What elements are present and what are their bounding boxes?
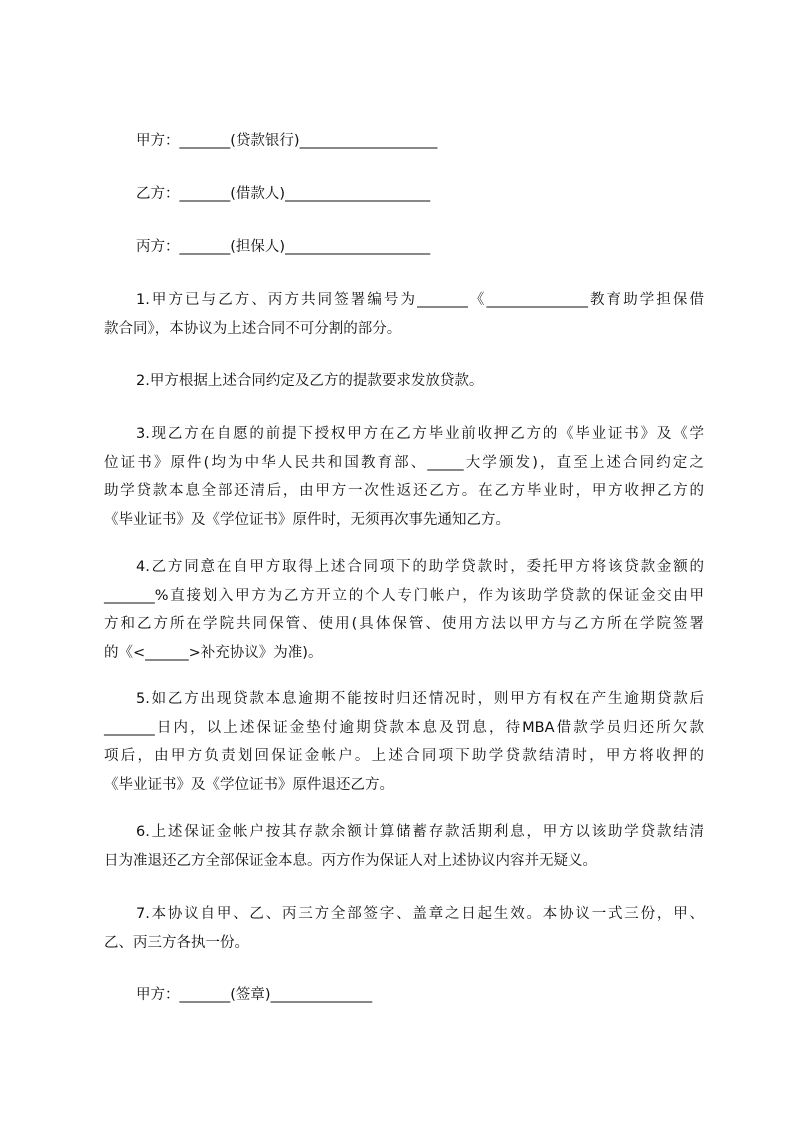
clause-5-line-1: 5.如乙方出现贷款本息逾期不能按时归还情况时，则甲方有权在产生逾期贷款后 [136,691,704,707]
clause-3-line-2: 位证书》原件(均为中华人民共和国教育部、_____大学颁发)，直至上述合同约定之 [104,454,704,471]
clause-2-line-1: 2.甲方根据上述合同约定及乙方的提款要求发放贷款。 [136,373,484,389]
clause-4-line-3: 方和乙方所在学院共同保管、使用(具体保管、使用方法以甲方与乙方所在学院签署 [104,616,704,632]
clause-3-line-3: 助学贷款本息全部还清后，由甲方一次性返还乙方。在乙方毕业时，甲方收押乙方的 [104,483,704,499]
clause-1-line-1: 1.甲方已与乙方、丙方共同签署编号为_______《______________教育助学担保借 [136,292,704,308]
clause-4-line-4: 的《<______>补充协议》为准)。 [104,644,323,661]
clause-3-line-1: 3.现乙方在自愿的前提下授权甲方在乙方毕业前收押乙方的《毕业证书》及《学 [136,426,704,442]
clause-4-line-2: _______%直接划入甲方为乙方开立的个人专门帐户，作为该助学贷款的保证金交由甲 [104,587,704,604]
clause-1 [104,286,704,343]
clause-1-line-2: 款合同》，本协议为上述合同不可分割的部分。 [104,320,402,337]
party-c-line: 丙方：_______(担保人)____________________ [136,239,431,255]
clause-5-line-4: 《毕业证书》及《学位证书》原件退还乙方。 [104,776,394,793]
clause-5 [104,685,704,799]
clause-3 [104,420,704,534]
clause-6-line-1: 6.上述保证金帐户按其存款余额计算储蓄存款活期利息，甲方以该助学贷款结清 [136,824,704,840]
clause-5-line-2: _______日内，以上述保证金垫付逾期贷款本息及罚息，待MBA借款学员归还所欠款 [104,719,704,736]
clause-2 [104,367,704,396]
party-b-line: 乙方：_______(借款人)____________________ [136,186,431,202]
clause-6-line-2: 日为准退还乙方全部保证金本息。丙方作为保证人对上述协议内容并无疑义。 [104,852,597,869]
clause-5-line-3: 项后，由甲方负责划回保证金帐户。上述合同项下助学贷款结清时，甲方将收押的 [104,748,704,764]
clause-4-line-1: 4.乙方同意在自甲方取得上述合同项下的助学贷款时，委托甲方将该贷款金额的 [136,559,704,575]
clause-6 [104,818,704,875]
clause-7-line-2: 乙、丙三方各执一份。 [104,934,249,951]
clause-4 [104,553,704,667]
party-a-line: 甲方：_______(贷款银行)___________________ [136,133,438,149]
party-a-signature-line: 甲方：_______(签章)______________ [136,987,373,1003]
clause-3-line-4: 《毕业证书》及《学位证书》原件时，无须再次事先通知乙方。 [104,511,510,528]
clause-7 [104,900,704,957]
clause-7-line-1: 7.本协议自甲、乙、丙三方全部签字、盖章之日起生效。本协议一式三份，甲、 [136,906,704,922]
